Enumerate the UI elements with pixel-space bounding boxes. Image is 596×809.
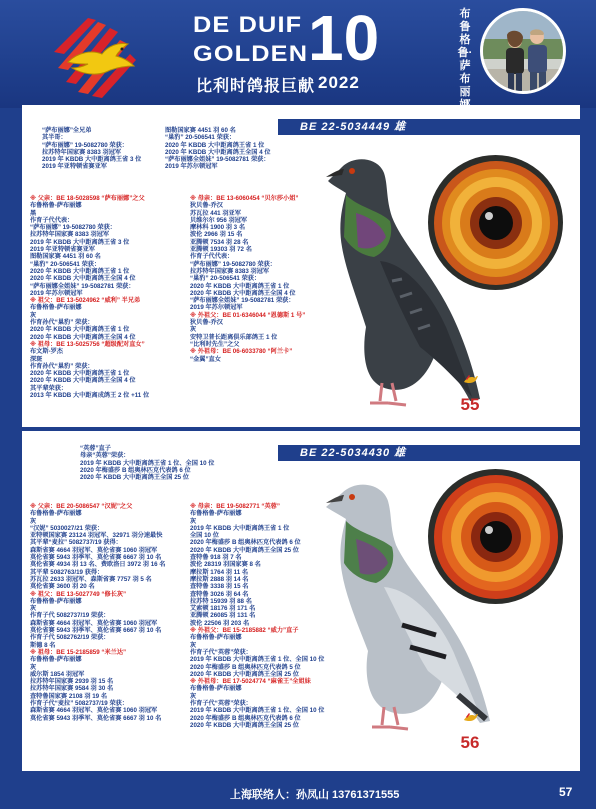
badge-number-2: 56	[460, 733, 480, 752]
text-line: ※ 外祖父：BE 01-6346044 “恩德斯 1 号”	[190, 311, 306, 319]
text-line: “萨布丽娜全姐妹” 19-5082781 荣获：	[30, 282, 135, 290]
text-line: 2020 年 KBDB 大中距离鸽王全国 4 位	[30, 275, 136, 283]
text-line: 安特卫普长距离俱乐部鸽王 1 位	[190, 333, 278, 341]
text-line: 2020 年 KBDB 大中距离鸽王省 1 位	[30, 326, 130, 334]
text-line: 深斑	[30, 355, 43, 363]
text-line: 灰	[30, 605, 37, 613]
text-line: ※ 祖父：BE 13-5024962 “威利” 半兄弟	[30, 297, 141, 305]
text-line: 波伦 2966 羽 15 名	[190, 231, 243, 239]
pigeon-card-2	[22, 431, 580, 771]
text-line: ※ 祖母：BE 15-2185859 “米兰达”	[30, 648, 127, 656]
trophy-pigeon-icon	[463, 373, 479, 387]
text-line: 其平辈“麦拉” 5082737/19 获得：	[30, 539, 122, 547]
text-line: 布鲁格鲁-萨布丽娜	[190, 685, 242, 693]
text-line: 苏瓦拉 441 羽亚军	[190, 209, 241, 217]
text-line: 2020 年 KBDB 大中距离鸽王全国 25 位	[190, 721, 299, 729]
text-line: 灰	[30, 517, 37, 525]
text-line: 摩拉斯 2888 羽 14 名	[190, 575, 249, 583]
text-line: 灰	[190, 692, 197, 700]
title-line-1: DE DUIF	[193, 12, 303, 37]
text-line: 图勒国家赛 4451 羽 60 名	[30, 253, 101, 261]
text-line: 黑	[30, 209, 37, 217]
text-line: “比利时先生”之父	[190, 340, 240, 348]
text-line: 灰	[30, 663, 37, 671]
page-number: 57	[559, 785, 573, 799]
intro-1-right	[165, 127, 271, 171]
text-line: 2019 年 KBDB 大中距离鸽王省 3 位	[30, 238, 130, 246]
text-line: 莫伦省赛 5943 羽季军、莫伦省赛 6667 羽 10 名	[30, 714, 162, 722]
sire-block-2	[30, 503, 165, 722]
text-line: 其半哥：	[42, 134, 67, 142]
text-line: 苏瓦拉 2633 羽冠军、森斯省赛 7757 羽 5 名	[30, 575, 152, 583]
text-line: 亚腾顿 19303 羽 72 名	[190, 246, 252, 254]
text-line: 贝维尔尔 956 羽冠军	[190, 216, 248, 224]
text-line: ※ 祖父：BE 13-5027749 “修长灰”	[30, 590, 127, 598]
ring-number-1: BE 22-5034449 雄	[278, 119, 580, 135]
text-line: 摩林科 1900 羽 3 名	[190, 224, 246, 232]
text-line: 2013 年 KBDB 大中距离成鸽王 2 位 +11 位	[30, 392, 150, 400]
text-line: ※ 外祖父：BE 15-2185882 “威力”直子	[190, 627, 299, 635]
text-line: 作育子代 5082762/19 荣获：	[30, 634, 110, 642]
text-line: “汉妮” 5030027/21 荣获：	[30, 524, 104, 532]
text-line: 作育子代“英蓉”荣获：	[190, 700, 252, 708]
text-line: 2019 年苏尔顿冠军	[165, 163, 218, 171]
text-line: 森斯省赛 4664 羽冠军、莫伦省赛 1060 羽冠军	[30, 619, 158, 627]
text-line: 布鲁格鲁-萨布丽娜	[30, 510, 82, 518]
text-line: “英蓉”直子	[80, 445, 111, 452]
sire-block-1	[30, 195, 149, 399]
text-line: 查特鲁 918 羽 7 名	[190, 554, 242, 562]
vertical-caption: 布鲁格鲁·萨布丽	[457, 8, 473, 98]
text-line: ※ 母亲：BE 19-5082771 “英蓉”	[190, 503, 280, 510]
text-line: 2020 年梅盛莎 B 组奥林匹克代表鸽 5 位	[190, 663, 301, 671]
text-line: 布鲁格鲁-萨布丽娜	[30, 597, 82, 605]
pigeon-card-1	[22, 105, 580, 427]
text-line: 波伦 22506 羽 203 名	[190, 619, 250, 627]
text-line: 艾索顿 18176 羽 171 名	[190, 605, 256, 613]
text-line: 拉苏特年国家赛 9584 羽 30 名	[30, 685, 114, 693]
text-line: 森斯省赛 4664 羽冠军、莫伦省赛 1060 羽冠军	[30, 546, 158, 554]
text-line: 灰	[190, 641, 197, 649]
text-line: 灰	[190, 326, 197, 334]
footer	[0, 776, 596, 809]
text-line: 灰	[30, 311, 37, 319]
text-line: ※ 外祖母：BE 17-5024774 “麻雀王”全姐妹	[190, 678, 311, 686]
text-line: ※ 母亲：BE 13-6060454 “贝尔莎小姐”	[190, 195, 299, 202]
badge-55	[452, 373, 488, 415]
text-line: 作育孙代“巢豹” 荣获：	[30, 319, 94, 327]
dam-block-1	[190, 195, 305, 363]
text-line: “金翼”直女	[190, 355, 221, 363]
text-line: 2020 年 KBDB 大中距离鸽王全国 4 位	[30, 333, 136, 341]
text-line: 灰	[190, 517, 197, 525]
text-line: 布鲁格鲁-萨布丽娜	[30, 656, 82, 664]
text-line: 2019 年亚特顿省赛亚军	[30, 246, 95, 254]
text-line: “巢豹” 20-506541 荣获：	[30, 260, 101, 268]
text-line: 莫伦省赛 5943 羽季军、莫伦省赛 6667 羽 10 名	[30, 627, 162, 635]
text-line: ※ 父亲：BE 20-5086547 “汉妮”之父	[30, 503, 133, 510]
text-line: 作育子代“麦拉” 5082737/19 荣获：	[30, 700, 129, 708]
text-line: 图勒国家赛 4451 羽 60 名	[165, 127, 236, 134]
text-line: 2020 年 KBDB 大中距离鸽王省 1 位	[165, 141, 265, 149]
text-line: 查特鲁 3026 羽 64 名	[190, 590, 249, 598]
text-line: 其平辈 5082763/19 获得：	[30, 568, 104, 576]
text-line: “萨布丽娜全姐妹” 19-5082781 荣获：	[165, 156, 270, 164]
text-line: 威尔斯 1854 羽冠军	[30, 670, 85, 678]
text-line: 查特鲁 3338 羽 15 名	[190, 583, 249, 591]
title-line-2: GOLDEN	[193, 41, 309, 66]
text-line: ※ 父亲：BE 18-5028598 “萨布丽娜”之父	[30, 195, 145, 202]
text-line: 2019 年苏尔顿冠军	[190, 304, 243, 312]
trophy-pigeon-icon	[463, 711, 479, 725]
text-line: 摩拉斯 1764 羽 11 名	[190, 568, 249, 576]
text-line: “萨布丽娜” 19-5082780 荣获：	[190, 260, 276, 268]
text-line: 母亲“英蓉”荣获：	[80, 452, 130, 460]
text-line: 2019 年 KBDB 大中距离鸽王省 3 位	[42, 156, 142, 164]
text-line: “萨布丽娜全姐妹” 19-5082781 荣获：	[190, 297, 295, 305]
text-line: 莫伦省赛 3600 羽 20 名	[30, 583, 95, 591]
text-line: 亚特顿国家赛 23124 羽冠军、32971 羽分速最快	[30, 532, 163, 540]
text-line: “萨布丽娜” 19-5082780 荣获：	[42, 141, 128, 149]
title-year: 2022	[318, 73, 360, 92]
text-line: “萨布丽娜”全兄弟	[42, 127, 92, 134]
text-line: 2020 年 KBDB 大中距离鸽王全国 4 位	[165, 148, 271, 156]
text-line: 2020 年 KBDB 大中距离鸽王全国 4 位	[190, 289, 296, 297]
text-line: 拉苏特年国家赛 2939 羽 15 名	[30, 678, 114, 686]
intro-1-left	[42, 127, 141, 171]
text-line: 布文斯-罗杰	[30, 348, 63, 356]
text-line: 森斯省赛 4664 羽冠军、莫伦省赛 1060 羽冠军	[30, 707, 158, 715]
text-line: “巢豹” 20-506541 荣获：	[190, 275, 261, 283]
text-line: 亚腾顿 7534 羽 28 名	[190, 238, 249, 246]
eye-photo-2	[428, 469, 563, 604]
text-line: 布鲁格鲁-萨布丽娜	[190, 634, 242, 642]
text-line: 作育子代代表：	[30, 216, 74, 224]
ring-number-2: BE 22-5034430 雄	[278, 445, 580, 461]
text-line: 2020 年 KBDB 大中距离鸽王全国 4 位	[30, 377, 136, 385]
text-line: 2020 年 KBDB 大中距离鸽王全国 25 位	[190, 546, 299, 554]
text-line: 布鲁格鲁-萨布丽娜	[190, 510, 242, 518]
text-line: “萨布丽娜” 19-5082780 荣获：	[30, 224, 116, 232]
breeder-photo	[480, 8, 566, 94]
text-line: 全国 10 位	[190, 532, 219, 540]
text-line: 斯德 8 名	[30, 641, 56, 649]
text-line: 布鲁格鲁-萨布丽娜	[30, 304, 82, 312]
text-line: 狄贝鲁-乔汉	[190, 319, 223, 327]
eye-photo-1	[428, 155, 563, 290]
text-line: 布鲁格鲁-萨布丽娜	[30, 202, 82, 210]
footer-contact: 上海联络人：孙凤山 13761371555	[230, 789, 400, 801]
text-line: 亚腾顿 26085 羽 131 名	[190, 612, 256, 620]
badge-number-1: 55	[460, 395, 480, 414]
text-line: 2019 年 KBDB 大中距离鸽王省 1 位、全国 10 位	[190, 656, 325, 664]
text-line: 2020 年梅盛莎 B 组奥林匹克代表鸽 6 位	[80, 466, 191, 474]
text-line: 拉苏特年国家赛 8383 羽冠军	[42, 148, 122, 156]
text-line: 2019 年 KBDB 大中距离鸽王省 1 位、全国 10 位	[80, 459, 215, 467]
text-line: 2020 年 KBDB 大中距离鸽王省 1 位	[190, 282, 290, 290]
badge-56	[452, 711, 488, 753]
text-line: 2020 年 KBDB 大中距离鸽王全国 25 位	[80, 474, 189, 482]
text-line: 莫伦省赛 5943 羽季军、莫伦省赛 6667 羽 10 名	[30, 554, 162, 562]
text-line: 2020 年梅盛莎 B 组奥林匹克代表鸽 6 位	[190, 539, 301, 547]
text-line: 作育孙代“巢豹” 荣获：	[30, 362, 94, 370]
title-number: 10	[308, 2, 380, 74]
text-line: 狄贝鲁-乔汉	[190, 202, 223, 210]
text-line: 作育子代代表：	[190, 253, 234, 261]
text-line: 2020 年 KBDB 大中距离鸽王全国 25 位	[190, 670, 299, 678]
text-line: 作育子代“英蓉”荣获：	[190, 648, 252, 656]
text-line: 2020 年 KBDB 大中距离鸽王省 1 位	[30, 267, 130, 275]
text-line: 2019 年 KBDB 大中距离鸽王省 1 位、全国 10 位	[190, 707, 325, 715]
text-line: 2019 年苏尔顿冠军	[30, 289, 83, 297]
text-line: 拉苏特年国家赛 8383 羽冠军	[190, 267, 270, 275]
text-line: 查特鲁国家赛 2108 羽 19 名	[30, 692, 108, 700]
text-line: 其平辈荣获：	[30, 384, 68, 392]
text-line: 2020 年 KBDB 大中距离鸽王省 1 位	[30, 370, 130, 378]
text-line: 2019 年亚特顿省赛亚军	[42, 163, 107, 171]
dam-block-2	[190, 503, 324, 729]
text-line: 拉苏特 15939 羽 88 名	[190, 597, 252, 605]
header	[0, 0, 596, 108]
text-line: “巢豹” 20-506541 荣获：	[165, 134, 236, 142]
intro-2	[80, 445, 214, 481]
text-line: ※ 外祖母：BE 06-6033780 “阿兰卡”	[190, 348, 293, 356]
text-line: 拉苏特年国家赛 8383 羽冠军	[30, 231, 110, 239]
text-line: 2020 年梅盛莎 B 组奥林匹克代表鸽 6 位	[190, 714, 301, 722]
text-line: ※ 祖母：BE 13-5025756 “超级配对直女”	[30, 340, 145, 348]
text-line: 作育子代 5082737/19 荣获：	[30, 612, 110, 620]
subtitle-cn: 比利时鸽报巨献	[196, 78, 316, 95]
text-line: 莫伦省赛 4934 羽 13 名、费欧洛日 3972 羽 16 名	[30, 561, 166, 569]
text-line: 2019 年 KBDB 大中距离鸽王省 1 位	[190, 524, 290, 532]
text-line: 波伦 28319 羽国家赛 8 名	[190, 561, 261, 569]
pigeon-logo-icon	[48, 6, 148, 102]
